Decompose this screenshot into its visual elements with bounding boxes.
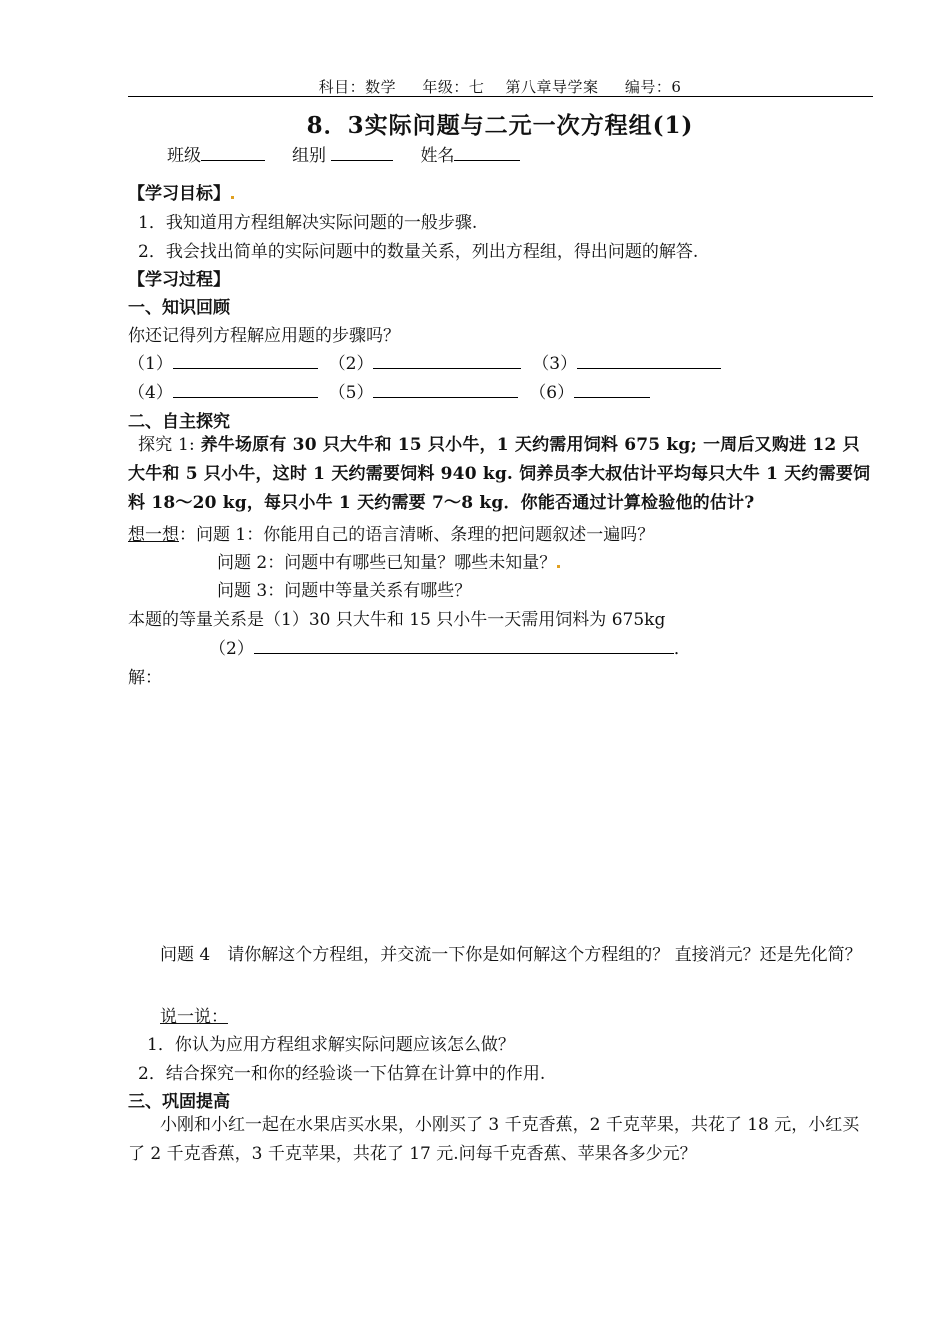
step-2-label: （2） [328, 354, 374, 374]
step-3-label: （3） [532, 354, 578, 374]
step-3-blank[interactable] [577, 352, 721, 369]
step-4-label: （4） [128, 383, 173, 403]
say-item-1: 1．你认为应用方程组求解实际问题应该怎么做？ [147, 1035, 515, 1055]
consolidate-problem: 小刚和小红一起在水果店买水果，小刚买了 3 千克香蕉，2 千克苹果，共花了 18 元，小红买了 2 千克香蕉，3 千克苹果，共花了 17 元.问每千克香蕉、苹果各多少元？ [128, 1115, 860, 1164]
review-question: 你还记得列方程解应用题的步骤吗？ [128, 326, 400, 346]
question-2-row [217, 548, 561, 573]
equal-relation-2: （2） ． [209, 639, 691, 659]
process-heading: 【学习过程】 [128, 270, 230, 290]
explore-problem-text: 养牛场原有 30 只大牛和 15 只小牛，1 天约需用饲料 675 kg; 一周后又购进 12 只大牛和 5 只小牛，这时 1 天约需要饲料 940 kg. 饲养员李大叔估计平均每只大牛 1 天约需要饲料 18～20 kg，每只小牛 1 天约需要 7～8 kg．你能否通过计算检验他的估计? [128, 435, 871, 513]
question-3: 问题 3：问题中等量关系有哪些？ [217, 581, 472, 601]
step-2-blank[interactable] [373, 352, 521, 369]
objective-item-2: 2．我会找出简单的实际问题中的数量关系，列出方程组，得出问题的解答. [138, 242, 699, 262]
header-number: 编号：6 [624, 78, 682, 96]
review-heading: 一、知识回顾 [128, 298, 230, 318]
student-info [167, 141, 520, 166]
page-title: 8．3实际问题与二元一次方程组(1) [306, 112, 694, 139]
consolidate-heading: 三、巩固提高 [128, 1092, 230, 1112]
step-1-blank[interactable] [173, 352, 318, 369]
step-5-blank[interactable] [373, 381, 518, 398]
page-header [0, 76, 950, 97]
think-colon: ： [179, 525, 196, 545]
group-blank[interactable] [331, 144, 393, 161]
name-label: 姓名 [420, 146, 455, 166]
step-6-blank[interactable] [574, 381, 650, 398]
group-label: 组别 [292, 146, 327, 166]
explore-prefix: 探究 1: [138, 435, 195, 455]
class-label: 班级 [167, 146, 201, 166]
step-1-label: （1） [128, 354, 173, 374]
step-4-blank[interactable] [173, 381, 318, 398]
equal-relation-2-blank[interactable] [254, 637, 674, 654]
review-steps-row-1 [128, 349, 721, 374]
header-chapter: 第八章导学案 [505, 78, 599, 96]
class-blank[interactable] [201, 144, 265, 161]
question-4: 问题 4 请你解这个方程组，并交流一下你是如何解这个方程组的？ 直接消元？还是先化简？ [160, 945, 862, 965]
step-6-label: （6） [529, 383, 575, 403]
header-grade: 年级：七 [422, 78, 485, 96]
question-1: 问题 1：你能用自己的语言清晰、条理的把问题叙述一遍吗？ [196, 525, 655, 545]
review-steps-row-2 [128, 378, 650, 403]
think-label: 想一想 [128, 525, 179, 545]
objectives-heading: 【学习目标】 [128, 179, 235, 204]
explore-problem [128, 431, 873, 518]
name-blank[interactable] [454, 144, 520, 161]
equal-relation-1: 本题的等量关系是（1）30 只大牛和 15 只小牛一天需用饲料为 675kg [128, 610, 666, 630]
step-5-label: （5） [328, 383, 374, 403]
objective-item-1: 1．我知道用方程组解决实际问题的一般步骤. [138, 213, 478, 233]
explore-heading: 二、自主探究 [128, 412, 230, 432]
say-item-2: 2．结合探究一和你的经验谈一下估算在计算中的作用. [138, 1064, 546, 1084]
header-divider [128, 96, 873, 97]
question-2: 问题 2：问题中有哪些已知量？哪些未知量？ [217, 553, 557, 573]
header-subject: 科目：数学 [318, 78, 397, 96]
solution-label: 解： [128, 668, 162, 688]
think-row [128, 520, 654, 545]
say-label: 说一说： [160, 1007, 228, 1027]
